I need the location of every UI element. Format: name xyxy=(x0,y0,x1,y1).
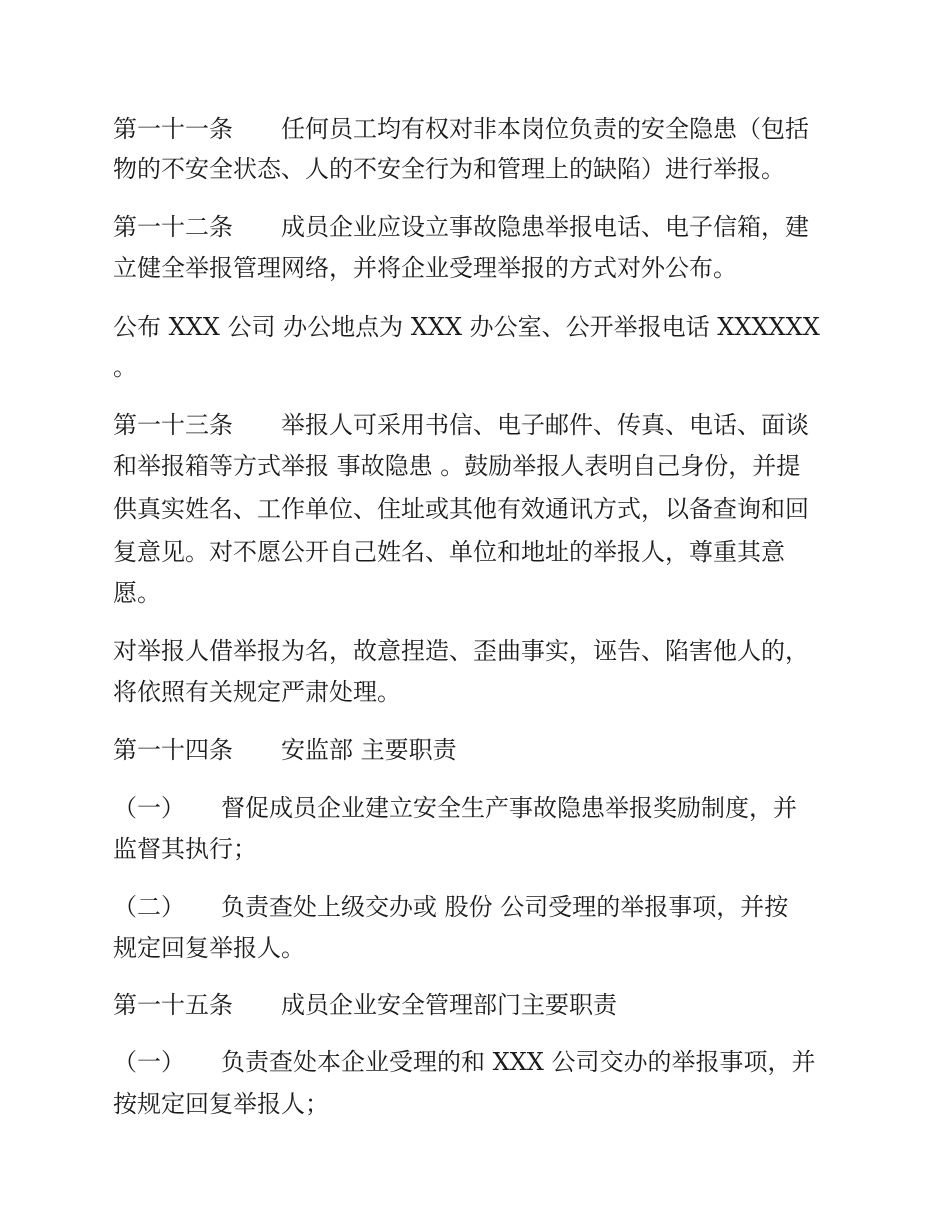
text-line: （二） 负责查处上级交办或 股份 公司受理的举报事项，并按 xyxy=(113,893,789,921)
text-line: （一） 负责查处本企业受理的和 XXX 公司交办的举报事项，并 xyxy=(113,1048,816,1076)
text-line: 复意见。对不愿公开自己姓名、单位和地址的举报人，尊重其意 xyxy=(113,538,785,566)
text-line: （一） 督促成员企业建立安全生产事故隐患举报奖励制度，并 xyxy=(113,794,797,822)
text-line: 供真实姓名、工作单位、住址或其他有效通讯方式，以备查询和回 xyxy=(113,495,809,523)
text-line: 第一十三条 举报人可采用书信、电子邮件、传真、电话、面谈 xyxy=(113,411,809,439)
text-line: 物的不安全状态、人的不安全行为和管理上的缺陷）进行举报。 xyxy=(113,155,785,183)
text-line: 第一十四条 安监部 主要职责 xyxy=(113,736,457,764)
text-line: 按规定回复举报人； xyxy=(113,1090,329,1118)
text-line: 和举报箱等方式举报 事故隐患 。鼓励举报人表明自己身份，并提 xyxy=(113,452,801,480)
text-line: 公布 XXX 公司 办公地点为 XXX 办公室、公开举报电话 XXXXXX xyxy=(113,313,820,341)
text-line: 对举报人借举报为名，故意捏造、歪曲事实，诬告、陷害他人的， xyxy=(113,637,809,665)
text-line: 愿。 xyxy=(113,579,161,607)
text-line: 立健全举报管理网络，并将企业受理举报的方式对外公布。 xyxy=(113,254,737,282)
text-line: 。 xyxy=(113,353,137,381)
text-line: 规定回复举报人。 xyxy=(113,934,305,962)
text-line: 第一十二条 成员企业应设立事故隐患举报电话、电子信箱，建 xyxy=(113,213,809,241)
text-line: 第一十一条 任何员工均有权对非本岗位负责的安全隐患（包括 xyxy=(113,115,809,143)
text-line: 监督其执行； xyxy=(113,835,257,863)
text-line: 第一十五条 成员企业安全管理部门主要职责 xyxy=(113,991,617,1019)
text-line: 将依照有关规定严肃处理。 xyxy=(113,678,401,706)
